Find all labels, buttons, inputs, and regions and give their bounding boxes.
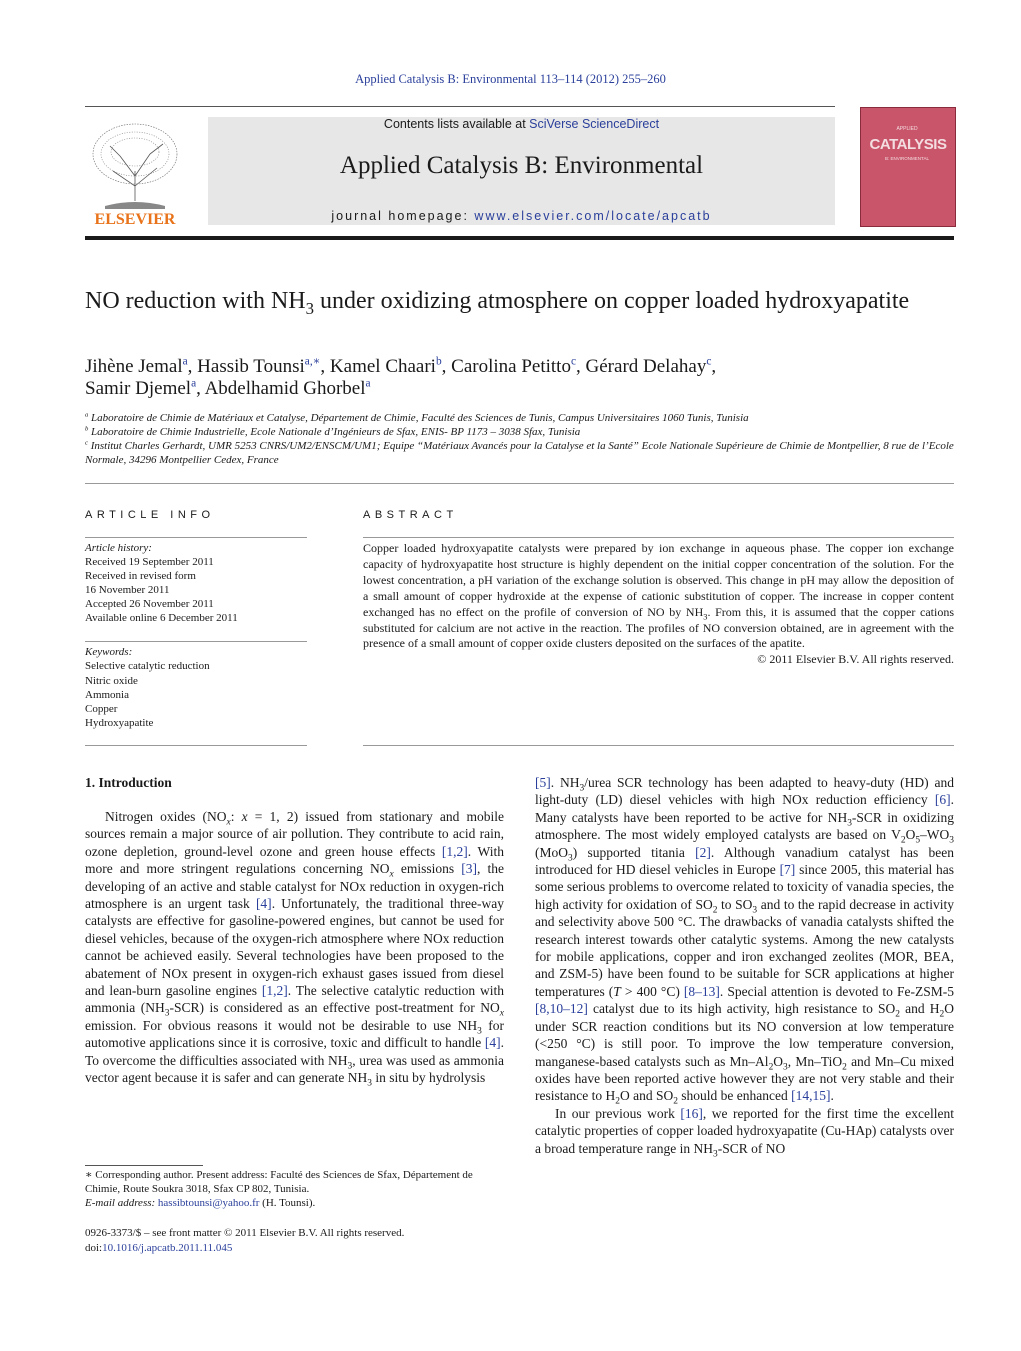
journal-cover-thumbnail[interactable] [860, 107, 956, 227]
author[interactable]: Kamel Chaari [329, 356, 436, 377]
history-entry: Received in revised form [85, 570, 196, 582]
citation-link[interactable]: [14,15] [791, 1088, 831, 1104]
sciencedirect-link[interactable]: SciVerse ScienceDirect [529, 117, 660, 131]
front-matter [85, 1226, 504, 1256]
history-label: Article history: [85, 542, 152, 554]
divider [363, 745, 954, 746]
citation-link[interactable]: [1,2] [441, 843, 468, 859]
paragraph: In our previous work [16], we reported for the first time the excellent catalytic properties of copper loaded hydroxyapatite (Cu-HAp) catalysts over a broad temperature range in $NH_3$-SCR of NO [535, 1105, 954, 1160]
paragraph: [5]. $NH_3$/urea SCR technology has been adapted to heavy-duty (HD) and light-duty (LD) diesel vehicles with high NOx reduction efficiency [6]. Many catalysts have been reported to be active for $NH_3$-SCR in oxidizing atmosphere. The most widely employed catalysts are based on $V_2O_5-WO_3$ (MoO$_3$) supported titania [2]. Although vanadium catalyst has been introduced for HD diesel vehicles in Europe [7] since 2005, this material has some serious problems to overcome related to toxicity of vanadia species, the high activity for oxidation of $SO_2$ to $SO_3$ and to the rapid decrease in activity and selectivity above 500 °C. The drawbacks of vanadia catalysts shifted the research interest towards other catalytic systems. Among the new catalysts for mobile applications, copper and iron exchanged zeolites (MOR, BEA, and ZSM-5) have been found to be suitable for SCR applications at higher temperatures (T > 400 °C) [8–13]. Special attention is devoted to Fe-ZSM-5 [8,10–12] catalyst due to its high activity, high resistance to $SO_2$ and $H_2O$ under SCR reaction conditions but its NO conversion at low temperature (<250 °C) is still poor. To improve the low temperature conversion, manganese-based catalysts such as $Mn-Al_2O_3$, Mn–TiO$_2$ and Mn–Cu mixed oxides have been reported active however they are not very stable and their resistance to $H_2O$ and $SO_2$ should be enhanced [14,15]. [535, 775, 955, 1107]
abstract-copyright: © 2011 Elsevier B.V. All rights reserved. [757, 652, 954, 667]
corresponding-address: ∗ Corresponding author. Present address: Faculté des Sciences de Sfax, Département de Chimie, Route Soukra 3018, Sfax CP 802, Tunisia. [85, 1169, 473, 1195]
citation-link[interactable]: [8–13] [683, 983, 720, 999]
affiliation: $^a$ Laboratoire de Chimie de Matériaux et Catalyse, Département de Chimie, Faculté des Sciences de Tunis, Campus Universitaires 1060 Tunis, Tunisia [85, 411, 749, 424]
email-line: E-mail address: hassibtounsi@yahoo.fr (H. Tounsi). [85, 1197, 316, 1209]
contents-availability [208, 117, 835, 131]
author-affiliation-mark[interactable]: b [435, 355, 442, 368]
header-bottom-rule [85, 236, 954, 240]
citation-link[interactable]: [6] [934, 792, 951, 808]
author[interactable]: Hassib Tounsi [197, 356, 305, 377]
divider [85, 745, 307, 746]
elsevier-logo [85, 116, 186, 228]
citation-link[interactable]: [16] [680, 1105, 703, 1121]
keywords-label: Keywords: [85, 646, 133, 658]
cover-top-text: APPLIED [896, 126, 918, 132]
author[interactable]: Samir Djemel [85, 378, 192, 399]
citation-link[interactable]: [4] [255, 896, 272, 912]
divider [363, 537, 954, 538]
keyword: Selective catalytic reduction [85, 660, 210, 673]
corresponding-author-footnote [85, 1168, 504, 1210]
author[interactable]: Abdelhamid Ghorbel [204, 378, 366, 399]
introduction-heading: 1. Introduction [85, 775, 172, 790]
author-affiliation-mark[interactable]: a [182, 355, 188, 368]
divider [85, 641, 307, 642]
history-entry: Available online 6 December 2011 [85, 612, 238, 624]
homepage-prefix: journal homepage: [331, 209, 475, 223]
header-top-rule [85, 106, 835, 107]
author-list: Jihène Jemal$^a$, Hassib Tounsi$^{a,∗}$, Kamel Chaari$^b$, Carolina Petitto$^c$, Gérard Delahay$^c$, Samir Djemel$^a$, Abdelhamid Ghorbel$^a$ [85, 355, 717, 399]
keyword: Nitric oxide [85, 674, 138, 687]
elsevier-wordmark: ELSEVIER [94, 211, 176, 228]
article-title: NO reduction with $NH_3$ under oxidizing atmosphere on copper loaded hydroxyapatite [85, 288, 910, 318]
doi-link[interactable]: 10.1016/j.apcatb.2011.11.045 [102, 1242, 233, 1254]
author-affiliation-mark[interactable]: c [706, 355, 712, 368]
citation-link[interactable]: [8,10–12] [535, 1001, 588, 1017]
citation-link[interactable]: [7] [779, 862, 796, 878]
keyword: Ammonia [85, 688, 129, 701]
article-info-heading: ARTICLE INFO [85, 509, 215, 521]
author-affiliation-mark[interactable]: a [365, 377, 371, 390]
citation-link[interactable]: [4] [484, 1035, 501, 1051]
abstract-body [363, 541, 954, 668]
author-affiliation-mark[interactable]: a,∗ [304, 355, 321, 368]
body-column-left [85, 808, 504, 1087]
homepage-link[interactable]: www.elsevier.com/locate/apcatb [474, 209, 712, 223]
history-entry: Received 19 September 2011 [85, 556, 214, 568]
author-affiliation-mark[interactable]: a [191, 377, 197, 390]
affiliation: $^b$ Laboratoire de Chimie Industrielle, Ecole Nationale d’Ingénieurs de Sfax, ENIS- BP 1173 – 3038 Sfax, Tunisia [85, 425, 581, 438]
keyword: Hydroxyapatite [85, 717, 154, 730]
author[interactable]: Carolina Petitto [451, 356, 571, 377]
journal-title: Applied Catalysis B: Environmental [339, 152, 704, 179]
author-affiliation-mark[interactable]: c [570, 355, 577, 368]
author[interactable]: Gérard Delahay [585, 356, 707, 377]
citation-link[interactable]: [3] [461, 861, 477, 877]
cover-title: CATALYSIS [869, 136, 947, 153]
contents-prefix: Contents lists available at [383, 117, 530, 131]
history-entry: Accepted 26 November 2011 [85, 598, 214, 610]
citation-link[interactable]: [5] [535, 775, 551, 790]
citation-link[interactable]: [1,2] [261, 983, 288, 999]
cover-subtitle: B: ENVIRONMENTAL [885, 156, 929, 161]
paragraph: Nitrogen oxides ($NO_x$: x = 1, 2) issued from stationary and mobile sources remain a major source of air pollution. They contribute to acid rain, ozone depletion, ground-level ozone and green house effects [1,2]. With more and more stringent regulations concerning $NO_x$ emissions [3], the developing of an active and stable catalyst for NOx reduction in oxygen-rich atmosphere is an urgent task [4]. Unfortunately, the traditional three-way catalysts are effective for gasoline-powered engines, but cannot be used for diesel vehicles, because of the oxygen-rich atmosphere where NOx reduction cannot be achieved easily. Several technologies have been proposed to the abatement of NOx present in oxygen-rich exhaust gases issued from diesel and lean-burn gasoline engines [1,2]. The selective catalytic reduction with ammonia $(NH_3-SCR)$ is considered as an effective post-treatment for $NO_x$ emission. For obvious reasons it would not be desirable to use $NH_3$ for automotive applications since it is corrosive, toxic and difficult to handle [4]. To overcome the difficulties associated with $NH_3$, urea was used as ammonia vector agent because it is safer and can generate $NH_3$ in situ by hydrolysis [85, 809, 505, 1089]
divider [85, 537, 307, 538]
author[interactable]: Jihène Jemal [85, 356, 183, 377]
doi-line: doi:10.1016/j.apcatb.2011.11.045 [85, 1242, 233, 1254]
history-entry: 16 November 2011 [85, 584, 170, 596]
keywords [85, 645, 307, 731]
issn-line: 0926-3373/$ – see front matter © 2011 Elsevier B.V. All rights reserved. [85, 1227, 405, 1239]
journal-reference[interactable]: Applied Catalysis B: Environmental 113–114 (2012) 255–260 [355, 72, 666, 86]
abstract-text: Copper loaded hydroxyapatite catalysts were prepared by ion exchange in aqueous phase. The copper ion exchange capacity of hydroxyapatite host structure is highly dependent on the initial copper concentration of the solution. For the lowest concentration, a pH variation of the exchange solution is observed. This change in pH may allow the deposition of a small amount of copper hydroxide at the expense of cationic substitution of copper. The increase in copper content exchanged has no effect on the profile of conversion of NO by $NH_3$. From this, it is assumed that the copper cations substituted for calcium are not active in the reaction. The profiles of NO conversion obtained, are in agreement with the presence of a small amount of copper oxide clusters deposited on the surfaces of the apatite. [363, 541, 954, 651]
email-link[interactable]: hassibtounsi@yahoo.fr [157, 1197, 260, 1209]
affiliation-divider [85, 483, 954, 484]
affiliation: $^c$ Institut Charles Gerhardt, UMR 5253 CNRS/UM2/ENSCM/UM1; Equipe “Matériaux Avancés pour la Catalyse et la Santé” Ecole Nationale Supérieure de Chimie de Montpellier, 8 rue de l’Ecole Normale, 34296 Montpellier Cedex, France [85, 439, 954, 466]
keyword: Copper [85, 703, 118, 716]
abstract-heading: ABSTRACT [363, 509, 458, 521]
journal-homepage [208, 209, 835, 223]
body-column-right [535, 774, 955, 1160]
citation-link[interactable]: [2] [695, 844, 711, 860]
article-history [85, 541, 307, 625]
footnote-rule [85, 1165, 203, 1166]
affiliations [85, 411, 955, 467]
